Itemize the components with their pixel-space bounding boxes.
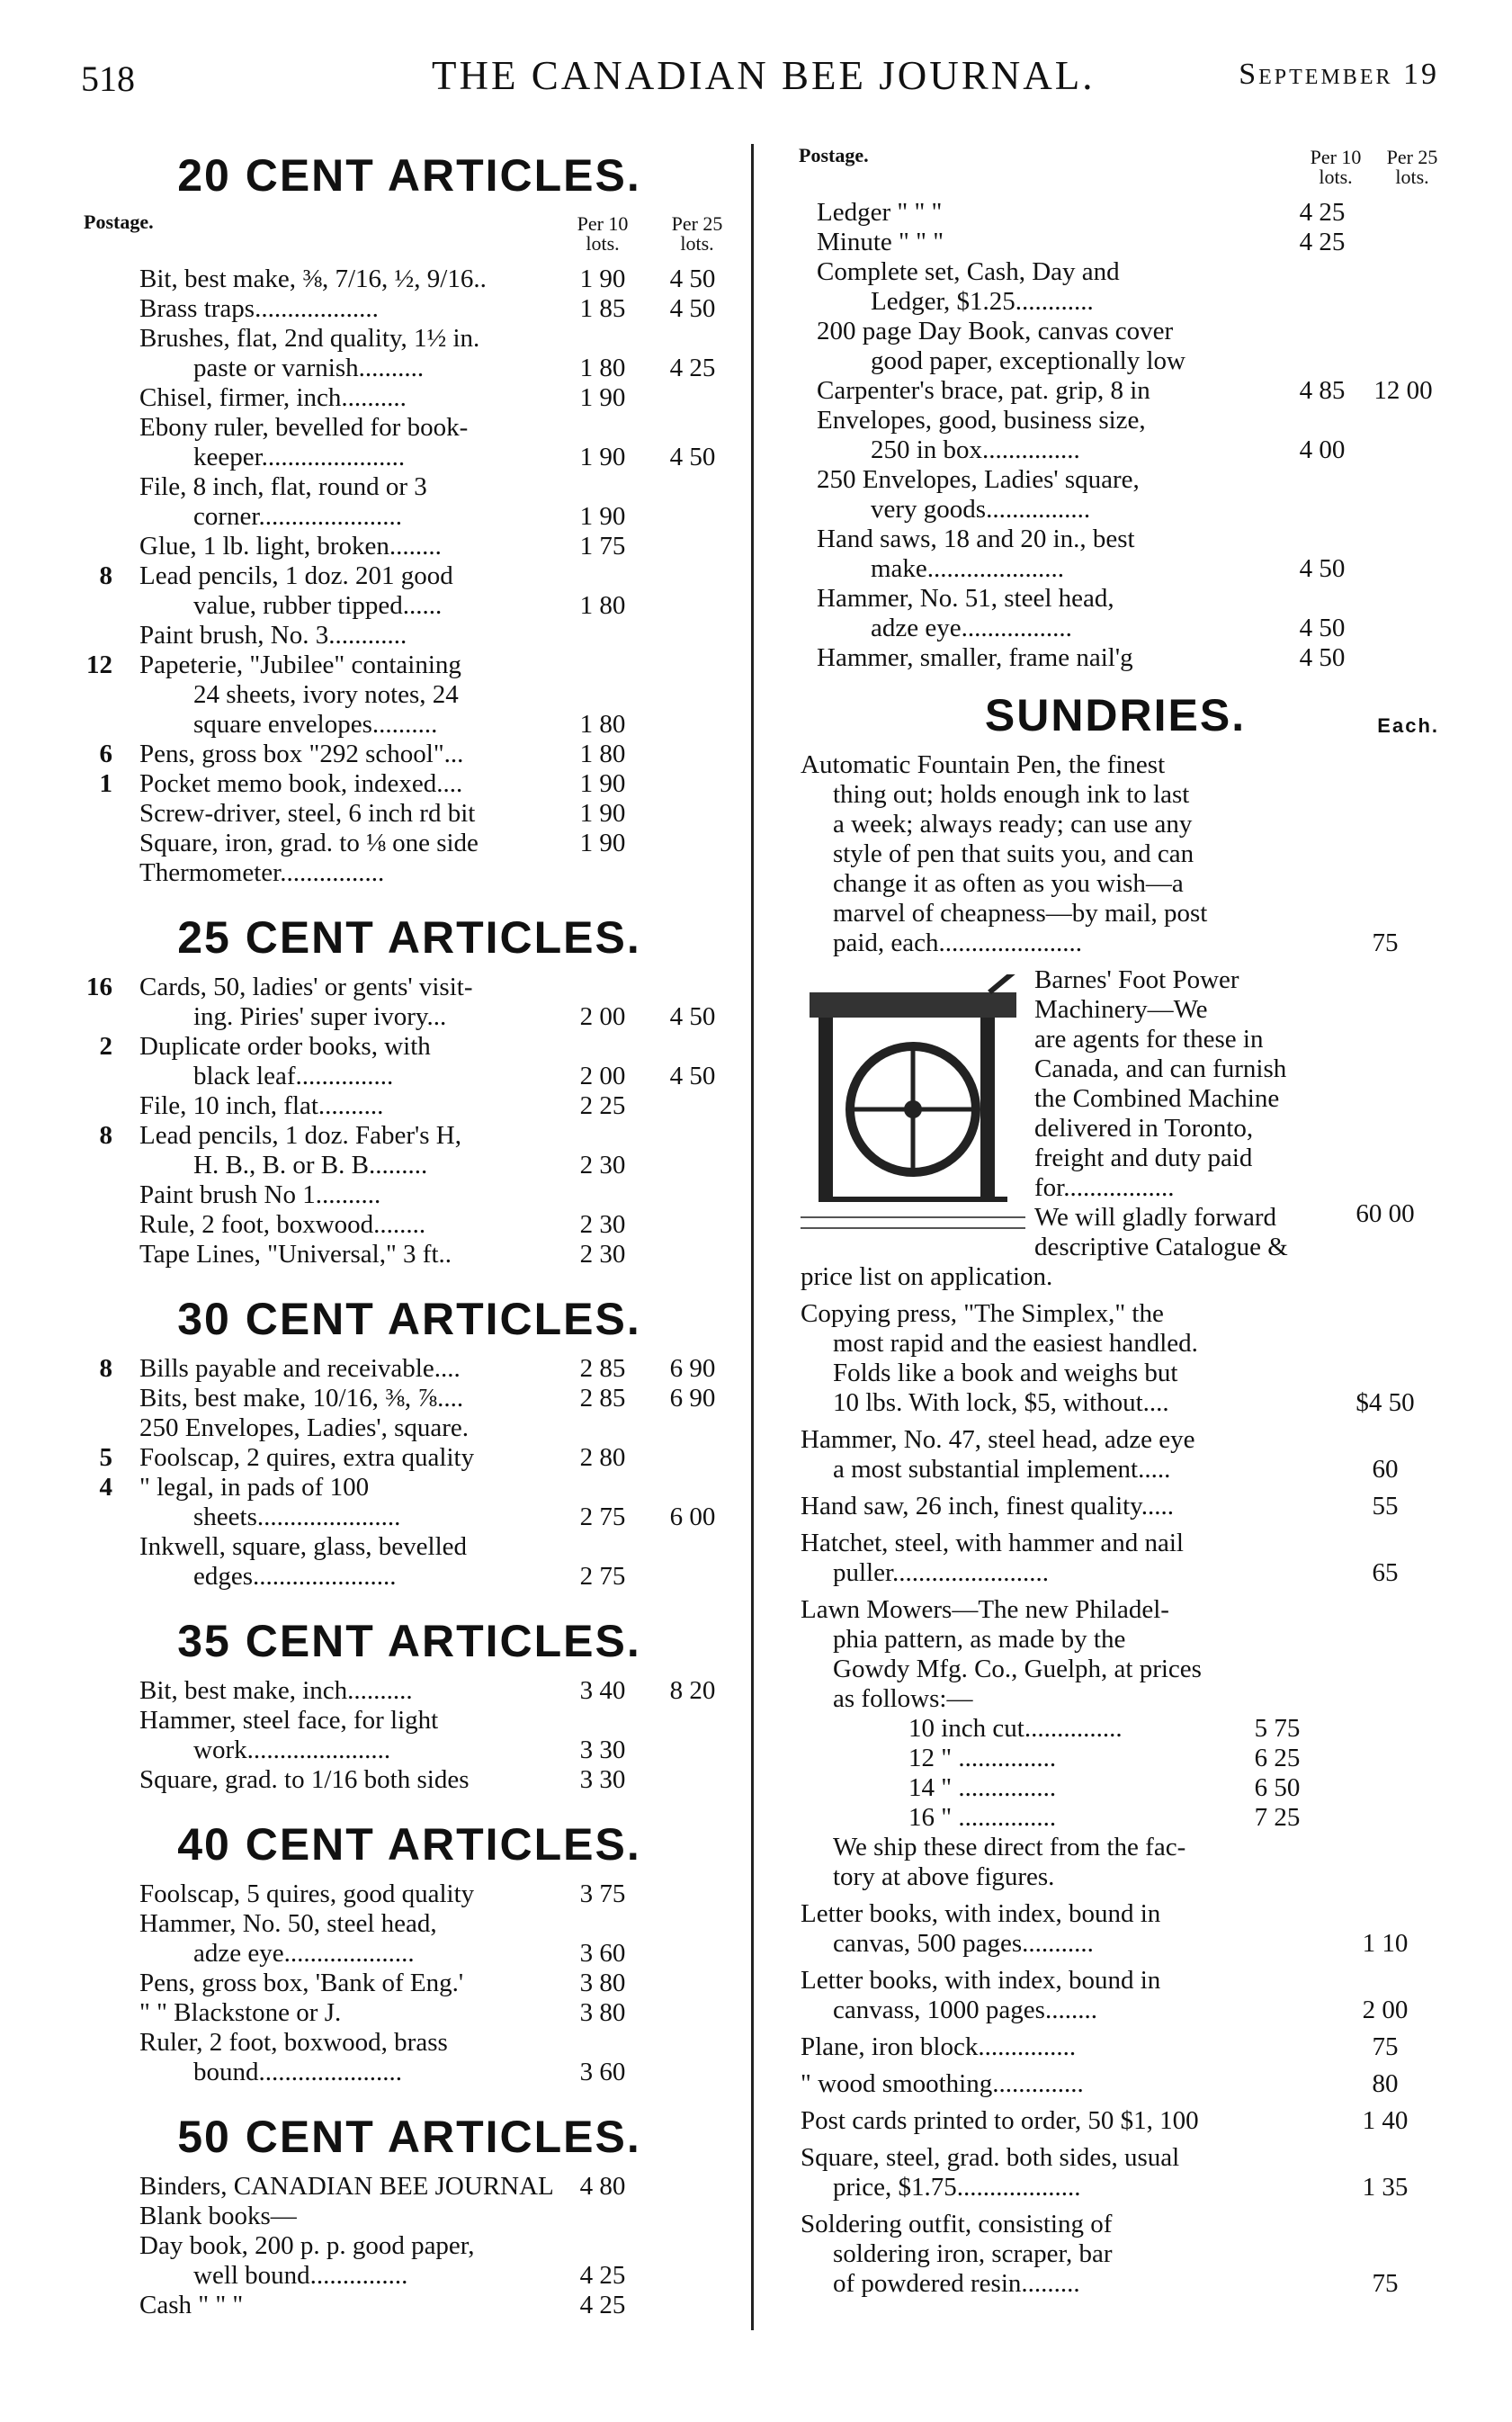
price-row [76,1676,742,1706]
price-per-10: 4 25 [579,2291,626,2319]
price-each: 5 75 [1254,1714,1301,1743]
price-row [76,1413,742,1443]
item-text: Soldering outfit, consisting of [801,2210,1113,2238]
page-number: 518 [81,58,135,99]
postage-amount: 1 [99,769,112,798]
item-text: 250 Envelopes, Ladies' square, [817,465,1140,494]
price-per-25: 12 00 [1373,376,1433,405]
item-text: We ship these direct from the fac- [833,1833,1186,1861]
price-row [76,1532,742,1592]
item-text: 250 in box............... [871,435,1080,464]
item-text: soldering iron, scraper, bar [833,2239,1113,2268]
section-title: 50 CENT ARTICLES. [177,2112,641,2162]
price-per-25: 8 20 [669,1676,716,1705]
price-each: 60 00 [1355,1199,1415,1228]
section-title: 35 CENT ARTICLES. [177,1616,641,1666]
price-row [76,973,742,1032]
sundry-item [792,2069,1439,2099]
price-per-25: 4 50 [669,294,716,323]
item-text: 250 Envelopes, Ladies', square. [139,1413,470,1442]
item-text: Tape Lines, "Universal," 3 ft.. [139,1240,452,1269]
price-each: 75 [1372,2032,1399,2061]
price-row [76,532,742,561]
price-per-10: 1 80 [579,591,626,620]
section-title: SUNDRIES. Each. [984,690,1439,740]
price-row [76,413,742,472]
journal-title: THE CANADIAN BEE JOURNAL. [432,53,1096,98]
price-row [792,317,1439,376]
item-text: Ebony ruler, bevelled for book- [139,413,469,442]
item-text: most rapid and the easiest handled. [833,1329,1198,1358]
item-text: 10 lbs. With lock, $5, without.... [833,1388,1169,1417]
item-text: tory at above figures. [833,1862,1055,1891]
section-title: 25 CENT ARTICLES. [177,912,641,963]
price-per-10: 2 30 [579,1210,626,1239]
item-text: Brushes, flat, 2nd quality, 1½ in. [139,324,480,353]
item-text: Rule, 2 foot, boxwood........ [139,1210,426,1239]
mower-size-row [801,1803,1331,1833]
price-each: 7 25 [1254,1803,1301,1832]
item-text: good paper, exceptionally low [871,346,1185,375]
item-text: Lead pencils, 1 doz. 201 good [139,561,453,590]
item-text: black leaf............... [193,1062,394,1090]
item-text: Hammer, No. 50, steel head, [139,1909,437,1938]
item-text: adze eye.................... [193,1939,415,1968]
price-row [76,294,742,324]
item-text: Folds like a book and weighs but [833,1359,1178,1387]
item-text: Papeterie, "Jubilee" containing [139,650,461,679]
sundry-item [792,2143,1439,2202]
item-text: Ledger, $1.25............ [871,287,1094,316]
barnes-machinery-item [792,965,1439,1292]
item-text: work...................... [193,1736,391,1764]
item-text: Hatchet, steel, with hammer and nail [801,1529,1184,1557]
item-text: " " Blackstone or J. [139,1998,342,2027]
item-text: Lawn Mowers—The new Philadel- [801,1595,1169,1624]
section-title: 40 CENT ARTICLES. [177,1819,641,1870]
mower-size-label: 12 " ............... [908,1744,1057,1772]
item-text: value, rubber tipped...... [193,591,443,620]
item-text: for................. [1034,1173,1175,1202]
price-row [76,650,742,740]
item-text: square envelopes.......... [193,710,438,739]
price-row [76,1765,742,1795]
price-per-10: 4 25 [1299,228,1346,256]
item-text: Thermometer................ [139,858,385,887]
price-row [792,198,1439,228]
price-each: 1 35 [1362,2173,1409,2202]
mower-size-row [801,1744,1331,1773]
item-text: descriptive Catalogue & [1034,1233,1288,1261]
postage-header: Postage. [84,211,154,233]
item-text: make..................... [871,554,1065,583]
price-per-10: 1 90 [579,769,626,798]
price-per-10: 3 80 [579,1998,626,2027]
item-text: Pens, gross box, 'Bank of Eng.' [139,1969,464,1997]
item-text: the Combined Machine [1034,1084,1280,1113]
per10-header: Per 10 lots. [577,212,629,255]
price-row [792,643,1439,673]
price-per-10: 2 00 [579,1002,626,1031]
item-text: Carpenter's brace, pat. grip, 8 in [817,376,1150,405]
sundry-item [792,1899,1439,1959]
item-text: Hammer, smaller, frame nail'g [817,643,1133,672]
right-column [792,144,1439,2306]
item-text: keeper...................... [193,443,406,471]
price-per-10: 3 75 [579,1879,626,1908]
item-text: well bound............... [193,2261,408,2290]
price-per-10: 1 85 [579,294,626,323]
sundry-item [792,750,1439,958]
price-row [792,525,1439,584]
section-title: 20 CENT ARTICLES. [177,150,641,201]
price-per-10: 1 90 [579,383,626,412]
postage-amount: 5 [99,1443,112,1472]
price-per-10: 2 85 [579,1384,626,1413]
item-text: phia pattern, as made by the [833,1625,1126,1654]
item-text: a week; always ready; can use any [833,810,1193,839]
price-row [76,2028,742,2087]
item-text: marvel of cheapness—by mail, post [833,899,1208,928]
price-each: 2 00 [1362,1996,1409,2024]
item-text: Inkwell, square, glass, bevelled [139,1532,468,1561]
price-per-10: 1 90 [579,799,626,828]
price-per-25: 4 25 [669,354,716,382]
price-per-10: 1 80 [579,354,626,382]
price-row [792,406,1439,465]
price-row [76,1443,742,1473]
item-text: Hand saws, 18 and 20 in., best [817,525,1135,553]
item-text: ing. Piries' super ivory... [193,1002,447,1031]
price-per-10: 4 50 [1299,643,1346,672]
item-text: Barnes' Foot Power Machinery—We [1034,965,1239,1024]
per10-header: Per 10 lots. [1310,146,1362,188]
item-text: Hand saw, 26 inch, finest quality..... [801,1492,1175,1520]
price-per-10: 2 25 [579,1091,626,1120]
page-header [81,45,1439,117]
price-each: 6 50 [1254,1773,1301,1802]
price-per-10: 4 50 [1299,554,1346,583]
sundry-item [792,1299,1439,1418]
item-text: canvas, 500 pages........... [833,1929,1094,1958]
item-text: Cards, 50, ladies' or gents' visit- [139,973,473,1001]
price-row [792,376,1439,406]
price-per-10: 2 75 [579,1562,626,1591]
issue-date: September 19 [1239,58,1439,91]
price-per-10: 1 90 [579,443,626,471]
mower-size-row [801,1714,1331,1744]
price-row [792,228,1439,257]
item-text: Lead pencils, 1 doz. Faber's H, [139,1121,461,1150]
price-each: 55 [1372,1492,1399,1520]
price-each: 1 40 [1362,2106,1409,2135]
price-row [76,1879,742,1909]
price-per-10: 3 80 [579,1969,626,1997]
item-text: File, 8 inch, flat, round or 3 [139,472,427,501]
price-row [76,1180,742,1210]
item-text: are agents for these in [1034,1025,1264,1054]
item-text: Brass traps................... [139,294,379,323]
per25-header: Per 25 lots. [671,212,723,255]
item-text: of powdered resin......... [833,2269,1080,2298]
item-text: Square, grad. to 1/16 both sides [139,1765,470,1794]
item-text: Foolscap, 5 quires, good quality [139,1879,475,1908]
price-row [76,1384,742,1413]
price-per-25: 4 50 [669,1062,716,1090]
column-headers [792,144,1439,198]
postage-amount: 6 [99,740,112,768]
price-row [76,324,742,383]
price-per-10: 1 80 [579,740,626,768]
item-text: edges...................... [193,1562,397,1591]
price-row [792,465,1439,525]
item-text: canvass, 1000 pages........ [833,1996,1097,2024]
postage-amount: 16 [86,973,112,1001]
price-per-10: 3 40 [579,1676,626,1705]
mower-size-label: 14 " ............... [908,1773,1057,1802]
item-text: Glue, 1 lb. light, broken........ [139,532,442,561]
item-text: Envelopes, good, business size, [817,406,1146,435]
price-per-25: 4 50 [669,1002,716,1031]
item-text: Hammer, steel face, for light [139,1706,439,1735]
item-text: Bits, best make, 10/16, ⅜, ⅞.... [139,1384,464,1413]
price-row [76,1909,742,1969]
price-per-10: 2 85 [579,1354,626,1383]
price-row [76,561,742,621]
sundry-item [792,1529,1439,1588]
price-each: $4 50 [1355,1388,1415,1417]
postage-amount: 8 [99,1121,112,1150]
price-row [76,1473,742,1532]
foot-power-machine-illustration [801,974,1025,1235]
price-row [76,829,742,858]
postage-amount: 8 [99,1354,112,1383]
item-text: Paint brush No 1.......... [139,1180,381,1209]
price-row [76,472,742,532]
price-per-10: 4 25 [579,2261,626,2290]
price-each: 80 [1372,2069,1399,2098]
lawn-mowers-item [792,1595,1439,1892]
item-text: Square, iron, grad. to ⅛ one side [139,829,479,857]
item-text: freight and duty paid [1034,1144,1253,1172]
price-row [76,799,742,829]
item-text: " legal, in pads of 100 [139,1473,370,1502]
item-text: sheets...................... [193,1503,401,1531]
price-per-25: 6 90 [669,1384,716,1413]
sundry-item [792,1492,1439,1521]
item-text: corner...................... [193,502,402,531]
item-text: Pens, gross box "292 school"... [139,740,464,768]
sundry-item [792,2106,1439,2136]
item-text: Plane, iron block............... [801,2032,1077,2061]
sundry-item [792,1425,1439,1485]
postage-header: Postage. [799,144,869,166]
item-text: Blank books— [139,2202,297,2230]
item-text: puller........................ [833,1558,1050,1587]
price-each: 75 [1372,928,1399,957]
item-text: H. B., B. or B. B......... [193,1151,428,1180]
price-row [76,858,742,888]
postage-amount: 8 [99,561,112,590]
price-row [76,265,742,294]
item-text: thing out; holds enough ink to last [833,780,1190,809]
mower-size-label: 10 inch cut............... [908,1714,1123,1743]
item-text: Ruler, 2 foot, boxwood, brass [139,2028,448,2057]
each-header: Each. [1377,714,1439,737]
price-row [792,584,1439,643]
left-column [76,144,742,2338]
price-per-25: 6 90 [669,1354,716,1383]
item-text: Gowdy Mfg. Co., Guelph, at prices [833,1655,1202,1683]
sundry-item [792,2032,1439,2062]
item-text: change it as often as you wish—a [833,869,1184,898]
price-per-25: 4 50 [669,443,716,471]
price-per-10: 2 80 [579,1443,626,1472]
price-per-25: 6 00 [669,1503,716,1531]
price-each: 6 25 [1254,1744,1301,1772]
per25-header: Per 25 lots. [1386,146,1438,188]
item-text: adze eye................. [871,614,1072,642]
column-headers [76,211,742,265]
item-text: Hammer, No. 51, steel head, [817,584,1114,613]
item-text: Cash " " " [139,2291,244,2319]
item-text: Bit, best make, ⅜, 7/16, ½, 9/16.. [139,265,487,293]
item-text: We will gladly forward [1034,1203,1277,1232]
item-text: Paint brush, No. 3............ [139,621,407,650]
item-text: style of pen that suits you, and can [833,839,1194,868]
item-text: Ledger " " " [817,198,943,227]
item-text: Chisel, firmer, inch.......... [139,383,407,412]
price-per-10: 2 75 [579,1503,626,1531]
item-text: Bills payable and receivable.... [139,1354,461,1383]
column-divider [751,144,754,2330]
item-text: 200 page Day Book, canvas cover [817,317,1174,345]
price-per-10: 4 80 [579,2172,626,2201]
price-row [76,1706,742,1765]
price-row [76,2202,742,2231]
price-row [76,383,742,413]
price-row [76,1121,742,1180]
price-each: 65 [1372,1558,1399,1587]
price-row [76,2231,742,2291]
item-text: Post cards printed to order, 50 $1, 100 [801,2106,1199,2135]
item-text: " wood smoothing.............. [801,2069,1084,2098]
price-per-10: 4 00 [1299,435,1346,464]
item-text: as follows:— [833,1684,973,1713]
item-text: bound...................... [193,2058,402,2086]
item-text: Binders, CANADIAN BEE JOURNAL [139,2172,554,2201]
price-row [76,1091,742,1121]
price-per-10: 2 30 [579,1151,626,1180]
price-each: 1 10 [1362,1929,1409,1958]
item-text: very goods................ [871,495,1091,524]
item-text: 24 sheets, ivory notes, 24 [193,680,459,709]
sundry-item [792,2210,1439,2299]
price-row [76,2172,742,2202]
price-row [76,1969,742,1998]
item-text: delivered in Toronto, [1034,1114,1254,1143]
price-row [76,1032,742,1091]
item-text: Letter books, with index, bound in [801,1966,1161,1995]
price-per-10: 3 60 [579,2058,626,2086]
item-text: paid, each...................... [833,928,1083,957]
item-text: Letter books, with index, bound in [801,1899,1161,1928]
price-row [792,257,1439,317]
price-per-10: 3 60 [579,1939,626,1968]
price-row [76,1240,742,1269]
price-row [76,1354,742,1384]
price-per-10: 2 30 [579,1240,626,1269]
section-title: 30 CENT ARTICLES. [177,1294,641,1344]
price-row [76,2291,742,2320]
price-per-10: 4 85 [1299,376,1346,405]
price-per-10: 1 90 [579,265,626,293]
price-row [76,621,742,650]
item-text: Hammer, No. 47, steel head, adze eye [801,1425,1195,1454]
item-text: Automatic Fountain Pen, the finest [801,750,1166,779]
item-text: price, $1.75................... [833,2173,1081,2202]
price-row [76,740,742,769]
item-text: Copying press, "The Simplex," the [801,1299,1164,1328]
price-per-10: 3 30 [579,1736,626,1764]
postage-amount: 4 [99,1473,112,1502]
item-text: Complete set, Cash, Day and [817,257,1120,286]
item-text: Pocket memo book, indexed.... [139,769,463,798]
price-per-25: 4 50 [669,265,716,293]
price-per-10: 4 50 [1299,614,1346,642]
postage-amount: 12 [86,650,112,679]
item-text: File, 10 inch, flat.......... [139,1091,384,1120]
mower-size-row [801,1773,1331,1803]
item-text: Screw-driver, steel, 6 inch rd bit [139,799,476,828]
price-each: 60 [1372,1455,1399,1484]
item-text: Duplicate order books, with [139,1032,431,1061]
item-text: paste or varnish.......... [193,354,425,382]
mower-size-label: 16 " ............... [908,1803,1057,1832]
item-text: Minute " " " [817,228,944,256]
postage-amount: 2 [99,1032,112,1061]
item-text: Day book, 200 p. p. good paper, [139,2231,475,2260]
sundry-item [792,1966,1439,2025]
price-row [76,769,742,799]
item-text: Canada, and can furnish [1034,1054,1287,1083]
item-text: a most substantial implement..... [833,1455,1171,1484]
item-text: Bit, best make, inch.......... [139,1676,413,1705]
price-per-10: 1 80 [579,710,626,739]
price-per-10: 1 75 [579,532,626,561]
price-per-10: 1 90 [579,502,626,531]
price-row [76,1210,742,1240]
price-per-10: 3 30 [579,1765,626,1794]
price-per-10: 4 25 [1299,198,1346,227]
item-text: price list on application. [801,1262,1053,1291]
price-each: 75 [1372,2269,1399,2298]
item-text: Foolscap, 2 quires, extra quality [139,1443,475,1472]
item-text: Square, steel, grad. both sides, usual [801,2143,1180,2172]
price-per-10: 2 00 [579,1062,626,1090]
price-per-10: 1 90 [579,829,626,857]
price-row [76,1998,742,2028]
